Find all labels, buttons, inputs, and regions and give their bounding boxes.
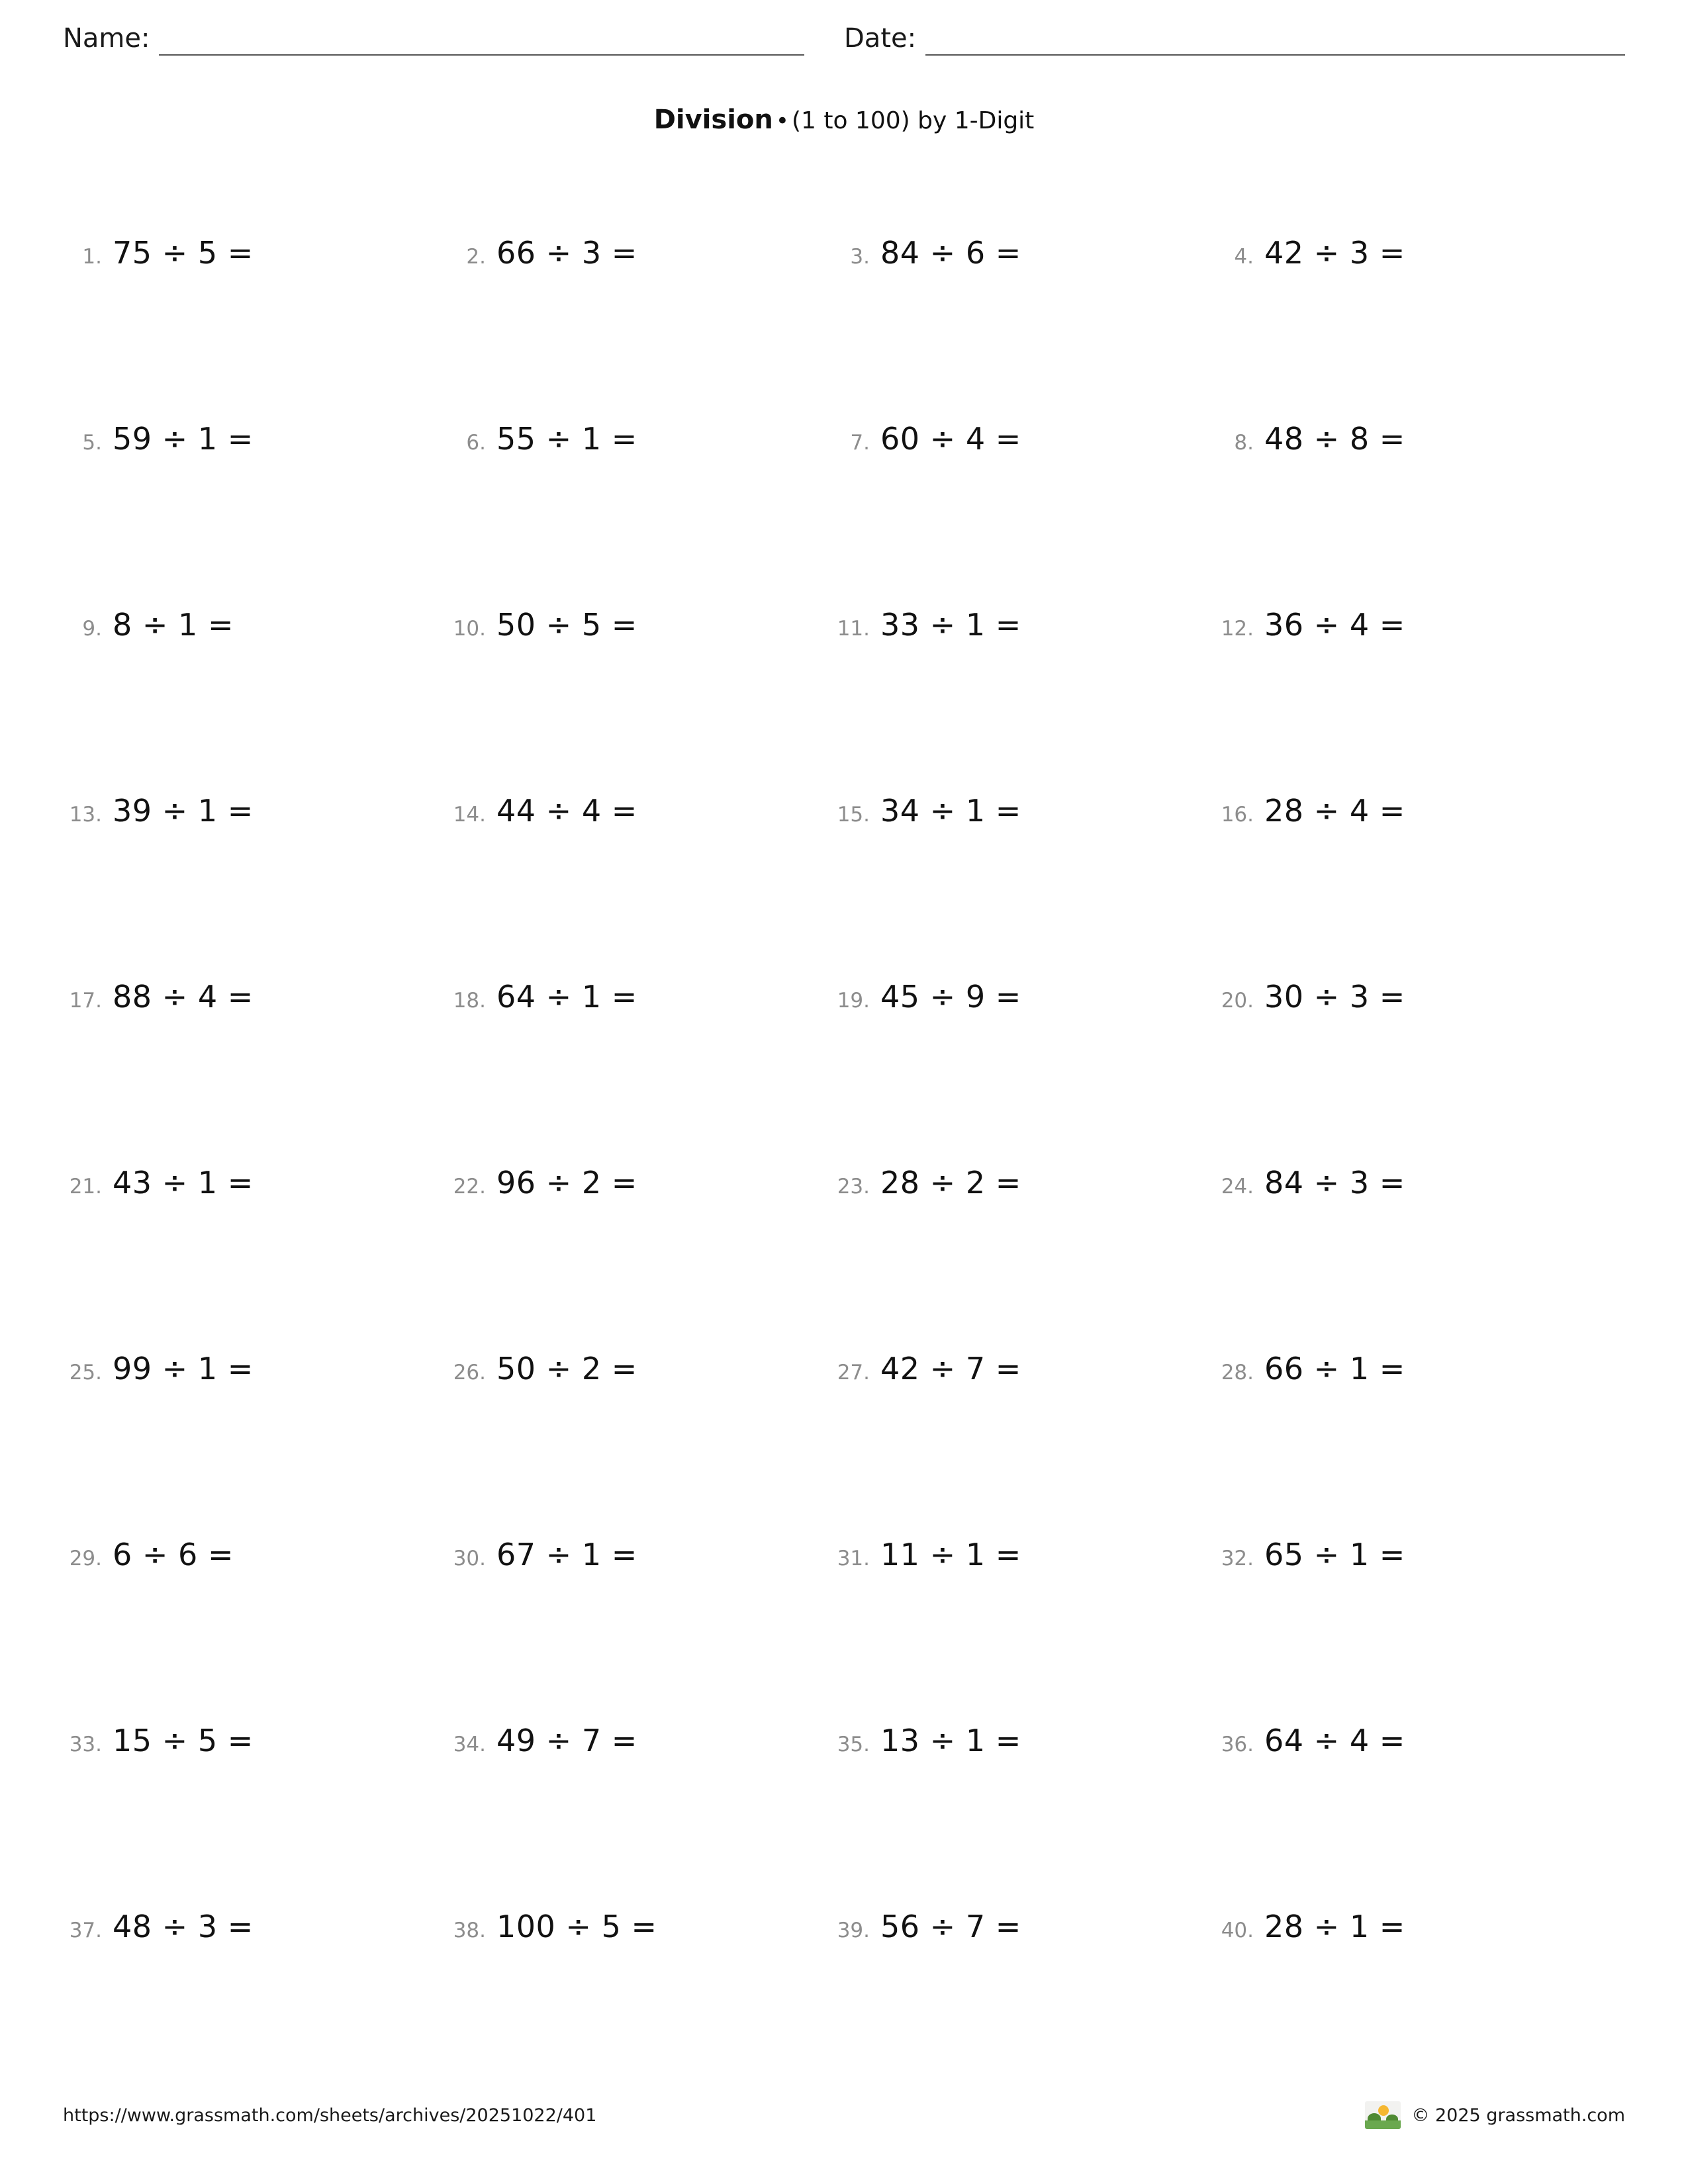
problem-number: 31. — [837, 1547, 870, 1570]
problem-number: 4. — [1234, 245, 1254, 269]
problem-expression: 55 ÷ 1 = — [496, 421, 637, 457]
problem-expression: 65 ÷ 1 = — [1264, 1537, 1405, 1572]
problem-number: 25. — [69, 1361, 102, 1385]
problem-number: 27. — [837, 1361, 870, 1385]
problem-number: 14. — [453, 803, 486, 827]
name-label: Name: — [63, 23, 150, 54]
problem-item — [821, 979, 1205, 1165]
problem-number: 29. — [69, 1547, 102, 1570]
problem-item — [1205, 1723, 1589, 1909]
problem-number: 28. — [1221, 1361, 1254, 1385]
name-field[interactable] — [63, 20, 844, 56]
problem-number: 1. — [82, 245, 102, 269]
problem-number: 10. — [453, 617, 486, 641]
problem-item — [437, 607, 821, 793]
problem-expression: 8 ÷ 1 = — [113, 607, 234, 643]
problem-number: 37. — [69, 1919, 102, 1942]
problem-expression: 48 ÷ 8 = — [1264, 421, 1405, 457]
problem-number: 36. — [1221, 1733, 1254, 1756]
problem-number: 23. — [837, 1175, 870, 1199]
problem-number: 15. — [837, 803, 870, 827]
problem-item — [437, 1537, 821, 1723]
problem-number: 12. — [1221, 617, 1254, 641]
problem-number: 20. — [1221, 989, 1254, 1013]
problem-item — [1205, 235, 1589, 421]
sun-over-grass-icon — [1365, 2101, 1401, 2129]
problem-grid — [53, 235, 1589, 2095]
problem-expression: 36 ÷ 4 = — [1264, 607, 1405, 643]
problem-expression: 50 ÷ 5 = — [496, 607, 637, 643]
problem-expression: 43 ÷ 1 = — [113, 1165, 254, 1201]
problem-item — [821, 1537, 1205, 1723]
problem-expression: 28 ÷ 4 = — [1264, 793, 1405, 829]
problem-item — [821, 1351, 1205, 1537]
problem-expression: 48 ÷ 3 = — [113, 1909, 254, 1944]
problem-item — [53, 1351, 437, 1537]
problem-expression: 66 ÷ 1 = — [1264, 1351, 1405, 1387]
problem-item — [437, 1351, 821, 1537]
problem-number: 7. — [850, 431, 870, 455]
problem-item — [1205, 1537, 1589, 1723]
title-subtitle: (1 to 100) by 1-Digit — [791, 107, 1035, 134]
problem-number: 24. — [1221, 1175, 1254, 1199]
problem-number: 19. — [837, 989, 870, 1013]
title-main: Division — [653, 105, 773, 135]
problem-item — [53, 1165, 437, 1351]
problem-expression: 28 ÷ 2 = — [880, 1165, 1021, 1201]
problem-number: 9. — [82, 617, 102, 641]
problem-item — [1205, 979, 1589, 1165]
problem-item — [53, 235, 437, 421]
problem-expression: 66 ÷ 3 = — [496, 235, 637, 271]
problem-item — [53, 1723, 437, 1909]
problem-item — [53, 1537, 437, 1723]
problem-item — [1205, 1165, 1589, 1351]
problem-item — [437, 793, 821, 979]
problem-item — [53, 421, 437, 607]
footer-brand — [1365, 2101, 1625, 2129]
problem-expression: 96 ÷ 2 = — [496, 1165, 637, 1201]
problem-number: 2. — [466, 245, 486, 269]
problem-item — [821, 793, 1205, 979]
problem-number: 39. — [837, 1919, 870, 1942]
problem-number: 22. — [453, 1175, 486, 1199]
problem-expression: 13 ÷ 1 = — [880, 1723, 1021, 1758]
problem-item — [53, 979, 437, 1165]
problem-expression: 50 ÷ 2 = — [496, 1351, 637, 1387]
problem-number: 38. — [453, 1919, 486, 1942]
problem-item — [437, 1165, 821, 1351]
problem-expression: 64 ÷ 1 = — [496, 979, 637, 1015]
problem-number: 8. — [1234, 431, 1254, 455]
problem-item — [53, 607, 437, 793]
source-url[interactable]: https://www.grassmath.com/sheets/archives/20251022/401 — [63, 2105, 597, 2126]
problem-expression: 30 ÷ 3 = — [1264, 979, 1405, 1015]
problem-expression: 15 ÷ 5 = — [113, 1723, 254, 1758]
problem-item — [821, 421, 1205, 607]
problem-expression: 34 ÷ 1 = — [880, 793, 1021, 829]
problem-expression: 67 ÷ 1 = — [496, 1537, 637, 1572]
date-label: Date: — [844, 23, 917, 54]
problem-number: 11. — [837, 617, 870, 641]
problem-expression: 59 ÷ 1 = — [113, 421, 254, 457]
problem-item — [1205, 421, 1589, 607]
problem-item — [53, 1909, 437, 2095]
worksheet-header — [63, 20, 1625, 56]
problem-number: 3. — [850, 245, 870, 269]
problem-item — [437, 421, 821, 607]
problem-item — [1205, 793, 1589, 979]
problem-expression: 11 ÷ 1 = — [880, 1537, 1021, 1572]
problem-item — [1205, 607, 1589, 793]
problem-expression: 6 ÷ 6 = — [113, 1537, 234, 1572]
problem-number: 32. — [1221, 1547, 1254, 1570]
problem-number: 21. — [69, 1175, 102, 1199]
problem-number: 33. — [69, 1733, 102, 1756]
problem-expression: 60 ÷ 4 = — [880, 421, 1021, 457]
problem-number: 40. — [1221, 1919, 1254, 1942]
title-separator: • — [775, 108, 789, 134]
problem-expression: 84 ÷ 6 = — [880, 235, 1021, 271]
worksheet-footer — [63, 2101, 1625, 2129]
problem-item — [437, 1909, 821, 2095]
problem-number: 5. — [82, 431, 102, 455]
problem-item — [1205, 1351, 1589, 1537]
problem-item — [53, 793, 437, 979]
problem-expression: 56 ÷ 7 = — [880, 1909, 1021, 1944]
problem-expression: 99 ÷ 1 = — [113, 1351, 254, 1387]
problem-expression: 42 ÷ 3 = — [1264, 235, 1405, 271]
problem-number: 30. — [453, 1547, 486, 1570]
problem-expression: 75 ÷ 5 = — [113, 235, 254, 271]
problem-number: 16. — [1221, 803, 1254, 827]
problem-expression: 28 ÷ 1 = — [1264, 1909, 1405, 1944]
problem-item — [437, 1723, 821, 1909]
date-field[interactable] — [844, 20, 1625, 56]
problem-item — [821, 1165, 1205, 1351]
problem-expression: 88 ÷ 4 = — [113, 979, 254, 1015]
problem-item — [437, 979, 821, 1165]
problem-expression: 84 ÷ 3 = — [1264, 1165, 1405, 1201]
problem-expression: 45 ÷ 9 = — [880, 979, 1021, 1015]
problem-expression: 44 ÷ 4 = — [496, 793, 637, 829]
problem-item — [821, 235, 1205, 421]
problem-expression: 100 ÷ 5 = — [496, 1909, 657, 1944]
problem-number: 34. — [453, 1733, 486, 1756]
problem-item — [821, 1909, 1205, 2095]
copyright-text: © 2025 grassmath.com — [1411, 2105, 1625, 2126]
problem-item — [1205, 1909, 1589, 2095]
problem-expression: 39 ÷ 1 = — [113, 793, 254, 829]
problem-number: 6. — [466, 431, 486, 455]
problem-expression: 64 ÷ 4 = — [1264, 1723, 1405, 1758]
date-input-line[interactable] — [925, 20, 1625, 56]
problem-item — [821, 607, 1205, 793]
problem-number: 35. — [837, 1733, 870, 1756]
problem-item — [437, 235, 821, 421]
problem-expression: 42 ÷ 7 = — [880, 1351, 1021, 1387]
problem-number: 17. — [69, 989, 102, 1013]
problem-number: 18. — [453, 989, 486, 1013]
problem-expression: 33 ÷ 1 = — [880, 607, 1021, 643]
page-title — [0, 105, 1688, 135]
problem-number: 26. — [453, 1361, 486, 1385]
problem-expression: 49 ÷ 7 = — [496, 1723, 637, 1758]
name-input-line[interactable] — [159, 20, 804, 56]
problem-number: 13. — [69, 803, 102, 827]
problem-item — [821, 1723, 1205, 1909]
